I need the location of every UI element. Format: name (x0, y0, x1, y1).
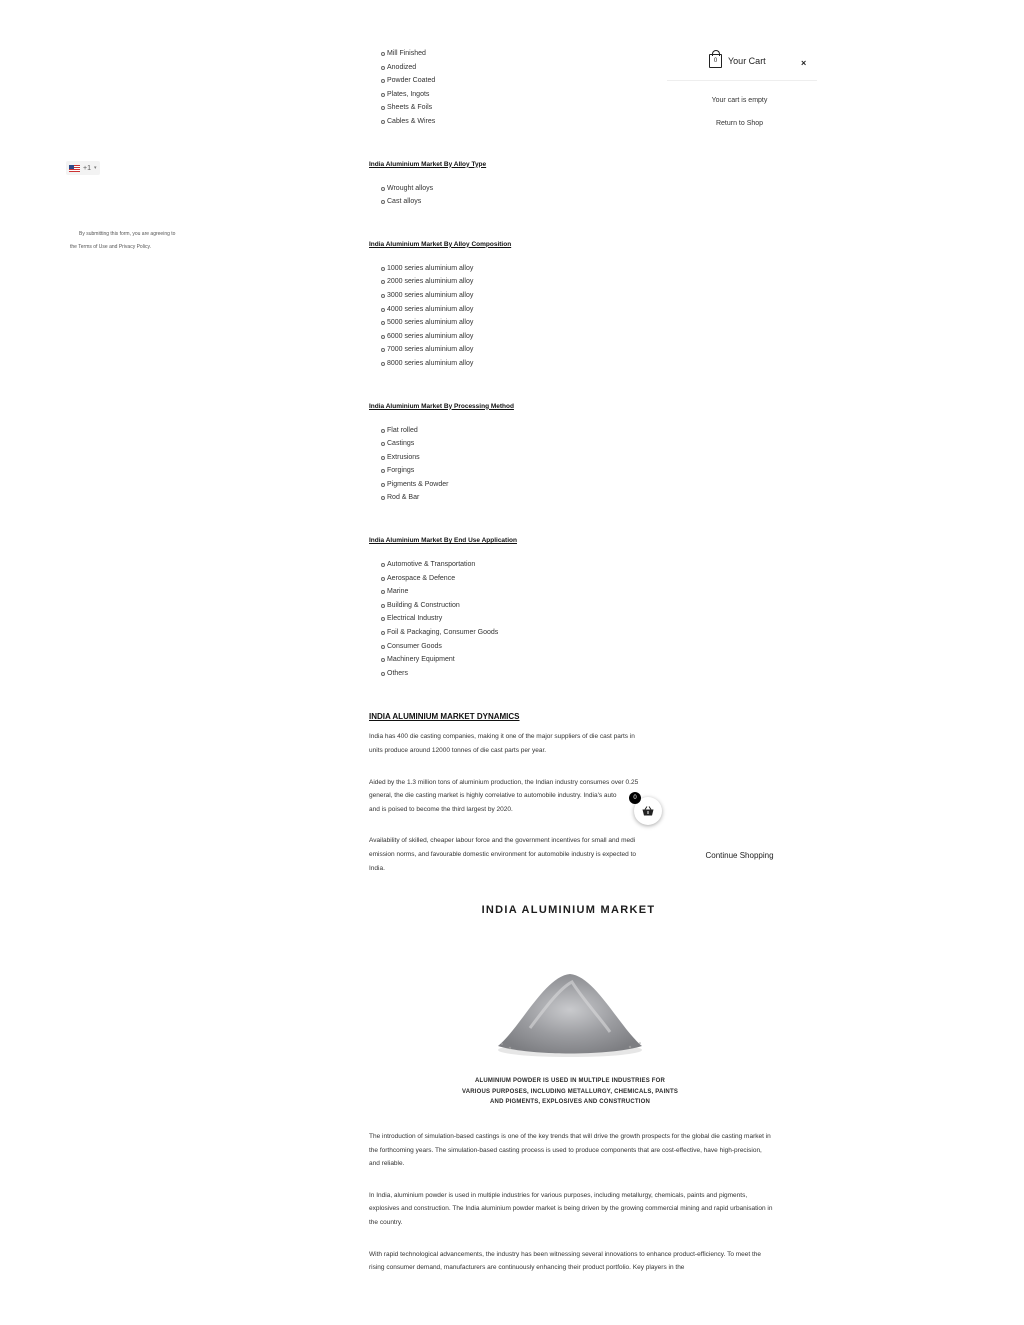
list-item: 1000 series aluminium alloy (387, 262, 669, 276)
list-item: 4000 series aluminium alloy (387, 303, 669, 317)
article-content (369, 47, 669, 875)
shopping-bag-icon (709, 54, 722, 68)
phone-country-selector[interactable] (66, 161, 100, 175)
alloy-type-list (369, 182, 669, 209)
dynamics-p2-line2: general, the die casting market is highly correlative to automobile industry. India's auto (369, 792, 617, 800)
list-item: Cast alloys (387, 195, 669, 209)
processing-method-heading: India Aluminium Market By Processing Method (369, 402, 514, 410)
alloy-composition-heading: India Aluminium Market By Alloy Composition (369, 240, 512, 248)
end-use-heading: India Aluminium Market By End Use Application (369, 537, 517, 545)
list-item: Consumer Goods (387, 640, 669, 654)
list-item: Rod & Bar (387, 491, 669, 505)
dynamics-p1-line2: units produce around 12000 tonnes of die cast parts per year. (369, 747, 547, 754)
infographic-caption: ALUMINIUM POWDER IS USED IN MULTIPLE INDUSTRIES FOR VARIOUS PURPOSES, INCLUDING METALLURGY, CHEMICALS, PAINTS AND PIGMENTS, EXPLOSIVES AND CONSTRUCTION (461, 1078, 679, 1105)
list-item: 3000 series aluminium alloy (387, 289, 669, 303)
alloy-composition-list (369, 262, 669, 371)
form-consent-text (70, 228, 190, 254)
end-use-list (369, 558, 669, 680)
list-item: Aerospace & Defence (387, 572, 669, 586)
list-item: Others (387, 667, 669, 681)
list-item: Mill Finished (387, 47, 669, 61)
list-item: Machinery Equipment (387, 653, 669, 667)
list-item: Automotive & Transportation (387, 558, 669, 572)
alloy-type-heading: India Aluminium Market By Alloy Type (369, 160, 487, 168)
list-item: 2000 series aluminium alloy (387, 275, 669, 289)
chevron-down-icon: ▾ (93, 165, 97, 171)
cart-panel (667, 0, 817, 900)
infographic-title-text: INDIA ALUMINIUM MARKET (481, 904, 656, 916)
return-to-shop-button[interactable]: Return to Shop (715, 120, 764, 127)
body-paragraph-2: In India, aluminium powder is used in multiple industries for various purposes, including metallurgy, chemicals, paints and pigments, explosives and construction. The India aluminium powder market is being driven by the growing commercial mining and rapid urbanisation in the country. (369, 1191, 773, 1226)
list-item: Castings (387, 437, 669, 451)
list-item: Powder Coated (387, 74, 669, 88)
us-flag-icon (69, 165, 80, 172)
list-item: Anodized (387, 61, 669, 75)
list-item: Pigments & Powder (387, 478, 669, 492)
divider (667, 80, 817, 81)
processing-method-list (369, 424, 669, 506)
list-item: Building & Construction (387, 599, 669, 613)
floating-cart-count-badge: 0 (629, 792, 641, 804)
list-item: 7000 series aluminium alloy (387, 343, 669, 357)
list-item: Flat rolled (387, 424, 669, 438)
list-item: 6000 series aluminium alloy (387, 330, 669, 344)
list-item: Electrical Industry (387, 612, 669, 626)
list-item: Foil & Packaging, Consumer Goods (387, 626, 669, 640)
list-item: Marine (387, 585, 669, 599)
consent-line-1: By submitting this form, you are agreeing to (79, 231, 176, 237)
aluminium-powder-image (490, 968, 650, 1058)
list-item: Plates, Ingots (387, 88, 669, 102)
cart-title: Your Cart (728, 56, 766, 66)
list-item: Sheets & Foils (387, 101, 669, 115)
infographic-title (0, 904, 1024, 916)
list-item: 8000 series aluminium alloy (387, 357, 669, 371)
dynamics-p2-line3: and is poised to become the third largest by 2020. (369, 805, 513, 813)
consent-line-2: the Terms of Use and Privacy Policy. (70, 244, 151, 250)
body-paragraph-3: With rapid technological advancements, the industry has been witnessing several innovations to enhance product-efficiency. To meet the rising consumer demand, manufacturers are continuously enhancing their product portfolio. Key players in the (369, 1250, 762, 1272)
cart-empty-message: Your cart is empty (711, 97, 768, 104)
close-icon[interactable]: × (801, 58, 807, 68)
dynamics-p3-line1: Availability of skilled, cheaper labour force and the government incentives for small and medi (369, 837, 636, 845)
basket-icon (642, 806, 654, 816)
body-paragraph-1: The introduction of simulation-based castings is one of the key trends that will drive the growth prospects for the global die casting market in the forthcoming years. The simulation-based casting process is used to produce components that are cost-effective, have high-precision, and reliable. (369, 1133, 771, 1168)
dynamics-p3-line3: India. (369, 864, 385, 872)
dynamics-p3-line2: emission norms, and favourable domestic environment for automobile industry is expected to (369, 850, 636, 858)
dynamics-heading: INDIA ALUMINIUM MARKET DYNAMICS (369, 712, 520, 722)
continue-shopping-button[interactable]: Continue Shopping (705, 851, 774, 860)
list-item: Wrought alloys (387, 182, 669, 196)
article-body (369, 1130, 774, 1275)
list-item: Extrusions (387, 451, 669, 465)
phone-country-code: +1 (83, 164, 91, 172)
list-item: Forgings (387, 464, 669, 478)
list-item: 5000 series aluminium alloy (387, 316, 669, 330)
product-type-list (369, 47, 669, 129)
dynamics-p1-line1: India has 400 die casting companies, making it one of the major suppliers of die cast parts in (369, 733, 635, 741)
list-item: Cables & Wires (387, 115, 669, 129)
cart-header (709, 54, 766, 68)
dynamics-p2-line1: Aided by the 1.3 million tons of aluminium production, the Indian industry consumes over 0.25 (369, 778, 639, 786)
cart-count: 0 (713, 58, 718, 64)
